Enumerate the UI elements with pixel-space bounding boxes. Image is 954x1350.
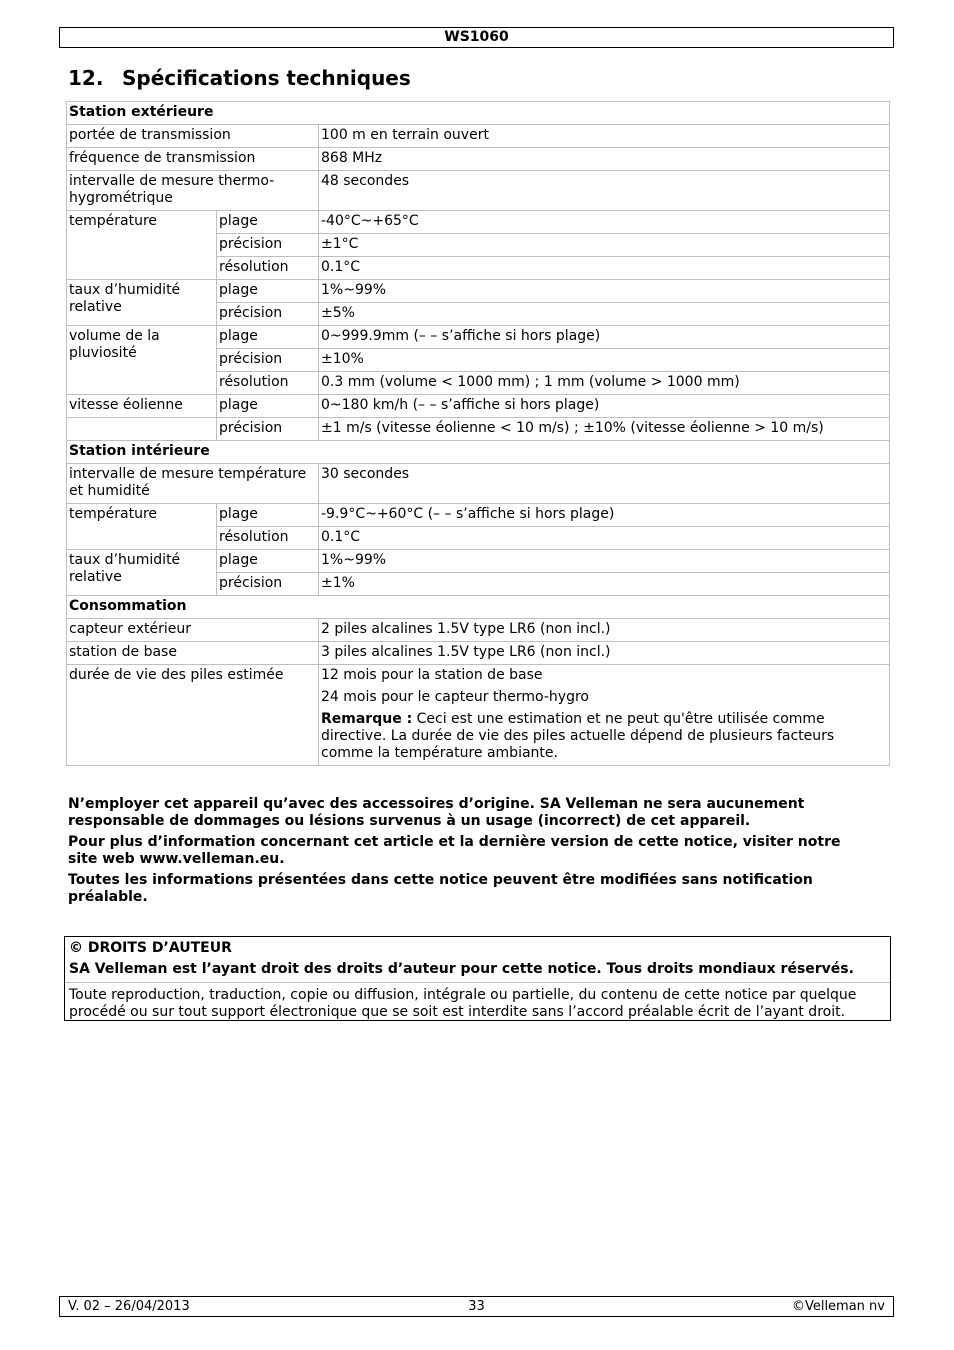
copyright-heading: © DROITS D’AUTEUR [69, 940, 232, 956]
spec-label: station de base [67, 642, 319, 665]
battery-life-sensor: 24 mois pour le capteur thermo-hygro [321, 689, 589, 705]
spec-value: 0~180 km/h (– – s’affiche si hors plage) [319, 395, 890, 418]
spec-table [66, 101, 890, 766]
spec-label: durée de vie des piles estimée [67, 665, 319, 766]
spec-label: fréquence de transmission [67, 148, 319, 171]
spec-label: taux d’humidité relative [67, 280, 217, 326]
table-row [67, 596, 890, 619]
spec-value: ±5% [319, 303, 890, 326]
spec-sublabel: plage [217, 395, 319, 418]
spec-sublabel: précision [217, 303, 319, 326]
spec-value: 100 m en terrain ouvert [319, 125, 890, 148]
spec-value: ±10% [319, 349, 890, 372]
spec-label: température [67, 211, 217, 280]
spec-value: 0.1°C [319, 527, 890, 550]
power-heading: Consommation [67, 596, 890, 619]
spec-value: 2 piles alcalines 1.5V type LR6 (non incl.) [319, 619, 890, 642]
note-changes: Toutes les informations présentées dans cette notice peuvent être modifiées sans notification préalable. [68, 872, 813, 905]
spec-value: 3 piles alcalines 1.5V type LR6 (non incl.) [319, 642, 890, 665]
spec-label: intervalle de mesure thermo-hygrométrique [67, 171, 319, 211]
footer-version: V. 02 – 26/04/2013 [68, 1299, 190, 1314]
table-row [67, 619, 890, 642]
table-row [67, 395, 890, 418]
section-number: 12. [68, 66, 104, 90]
spec-value: 0.1°C [319, 257, 890, 280]
notes-block [68, 796, 868, 910]
table-row [67, 504, 890, 527]
table-row [67, 211, 890, 234]
spec-label: intervalle de mesure température et humidité [67, 464, 319, 504]
spec-sublabel: précision [217, 418, 319, 441]
spec-value: -40°C~+65°C [319, 211, 890, 234]
remark-text: Ceci est une estimation et ne peut qu'être utilisée comme directive. La durée de vie des piles actuelle dépend de plusieurs facteurs comme la température ambiante. [321, 711, 835, 761]
spec-value: ±1 m/s (vitesse éolienne < 10 m/s) ; ±10% (vitesse éolienne > 10 m/s) [319, 418, 890, 441]
note-website: Pour plus d’information concernant cet article et la dernière version de cette notice, visiter notre site web www.velleman.eu. [68, 834, 841, 867]
spec-label: volume de la pluviosité [67, 326, 217, 395]
section-title [68, 66, 411, 90]
table-row [67, 102, 890, 125]
spec-value: -9.9°C~+60°C (– – s’affiche si hors plage) [319, 504, 890, 527]
spec-sublabel: précision [217, 234, 319, 257]
table-row [67, 665, 890, 766]
spec-label: vitesse éolienne [67, 395, 217, 418]
spec-sublabel: plage [217, 550, 319, 573]
table-row [67, 125, 890, 148]
table-row [67, 148, 890, 171]
copyright-box [64, 936, 891, 1021]
footer-page-number: 33 [468, 1299, 485, 1314]
spec-label-empty [67, 418, 217, 441]
header-model: WS1060 [59, 27, 894, 48]
spec-sublabel: plage [217, 504, 319, 527]
spec-value: ±1% [319, 573, 890, 596]
outdoor-heading: Station extérieure [67, 102, 890, 125]
table-row [67, 642, 890, 665]
battery-remark [321, 711, 887, 762]
battery-life-cell [319, 665, 890, 766]
spec-label: taux d’humidité relative [67, 550, 217, 596]
spec-sublabel: plage [217, 326, 319, 349]
spec-value: 1%~99% [319, 550, 890, 573]
table-row [67, 464, 890, 504]
battery-life-base: 12 mois pour la station de base [321, 667, 543, 683]
note-accessories: N’employer cet appareil qu’avec des accessoires d’origine. SA Velleman ne sera aucunement responsable de dommages ou lésions survenus à un usage (incorrect) de cet appareil. [68, 796, 805, 829]
table-row [67, 418, 890, 441]
footer-company: ©Velleman nv [791, 1299, 885, 1314]
spec-value: 48 secondes [319, 171, 890, 211]
spec-label: température [67, 504, 217, 550]
spec-label: capteur extérieur [67, 619, 319, 642]
table-row [67, 280, 890, 303]
spec-value: 30 secondes [319, 464, 890, 504]
spec-value: 0~999.9mm (– – s’affiche si hors plage) [319, 326, 890, 349]
copyright-body: Toute reproduction, traduction, copie ou diffusion, intégrale ou partielle, du contenu de cette notice par quelque procédé ou sur tout support électronique que se soit est interdite sans l’accord préalable écrit de l’ayant droit. [69, 987, 857, 1020]
table-row [67, 326, 890, 349]
footer [59, 1296, 894, 1317]
remark-label: Remarque : [321, 711, 413, 727]
table-row [67, 171, 890, 211]
spec-sublabel: précision [217, 573, 319, 596]
spec-sublabel: plage [217, 211, 319, 234]
spec-sublabel: résolution [217, 372, 319, 395]
spec-sublabel: résolution [217, 527, 319, 550]
spec-value: 868 MHz [319, 148, 890, 171]
spec-value: ±1°C [319, 234, 890, 257]
spec-sublabel: résolution [217, 257, 319, 280]
spec-value: 1%~99% [319, 280, 890, 303]
indoor-heading: Station intérieure [67, 441, 890, 464]
table-row [67, 550, 890, 573]
spec-label: portée de transmission [67, 125, 319, 148]
table-row [67, 441, 890, 464]
spec-sublabel: précision [217, 349, 319, 372]
spec-sublabel: plage [217, 280, 319, 303]
copyright-statement: SA Velleman est l’ayant droit des droits d’auteur pour cette notice. Tous droits mondiaux réservés. [65, 957, 890, 983]
spec-value: 0.3 mm (volume < 1000 mm) ; 1 mm (volume > 1000 mm) [319, 372, 890, 395]
section-title-text: Spécifications techniques [122, 66, 411, 90]
